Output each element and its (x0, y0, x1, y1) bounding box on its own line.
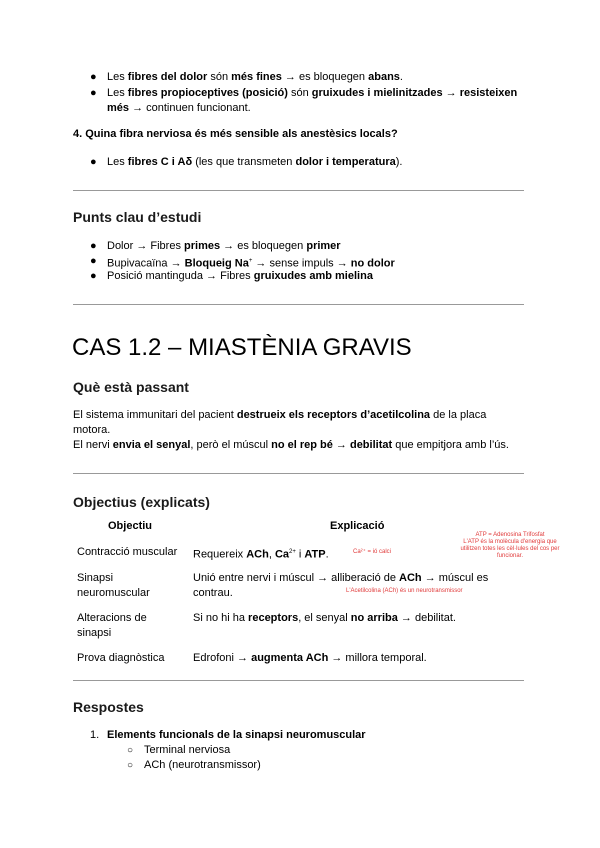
bullet-icon: ● (90, 240, 97, 252)
list-item: Elements funcionals de la sinapsi neuromuscular (107, 729, 366, 741)
list-number: 1. (90, 729, 100, 741)
table-header-explicacio: Explicació (330, 520, 385, 532)
table-header-objectiu: Objectiu (108, 520, 153, 532)
case-line-2: motora. (73, 424, 111, 436)
table-cell-explicacio: Edrofoni → augmenta ACh → millora temporal. (193, 652, 427, 664)
section-heading-que-passa: Què està passant (73, 379, 189, 395)
table-cell-explicacio: Unió entre nervi i múscul → alliberació de ACh → múscul es contrau. (193, 572, 489, 599)
sub-list-item: ACh (neurotransmissor) (144, 759, 261, 771)
table-cell-objectiu: Alteracions de sinapsi (77, 612, 147, 639)
sub-list-item: Terminal nerviosa (144, 744, 231, 756)
list-item: Dolor → Fibres primes → es bloquegen primer (107, 240, 341, 252)
case-title: CAS 1.2 – MIASTÈNIA GRAVIS (72, 334, 412, 361)
section-heading-respostes: Respostes (73, 699, 144, 715)
bullet-icon: ● (90, 87, 97, 99)
section-heading-punts-clau: Punts clau d’estudi (73, 209, 202, 225)
table-cell-objectiu: Prova diagnòstica (77, 652, 165, 664)
case-description (73, 408, 533, 453)
list-item: Les fibres del dolor són més fines → es bloquegen abans. (107, 71, 403, 83)
list-item: Les fibres propioceptives (posició) són gruixudes i mielinitzades → resisteixen més → continuen funcionant. (107, 87, 518, 114)
table-cell-objectiu: Sinapsi neuromuscular (77, 572, 150, 599)
section-heading-objectius: Objectius (explicats) (73, 494, 210, 510)
divider (73, 680, 524, 681)
list-item: Posició mantinguda → Fibres gruixudes amb mielina (107, 270, 373, 282)
circle-bullet-icon: ○ (127, 760, 134, 771)
annotation-atp: ATP = Adenosina Trifosfat L'ATP és la molècula d'energia que utilitzen totes les cèl·lules del cos per funcionar. (460, 532, 560, 559)
answer-item: Les fibres C i Aδ (les que transmeten dolor i temperatura). (107, 156, 403, 168)
question-heading: 4. Quina fibra nerviosa és més sensible als anestèsics locals? (73, 128, 398, 140)
case-line-3: El nervi envia el senyal, però el múscul no el rep bé → debilitat que empitjora amb l’ús. (73, 439, 509, 451)
circle-bullet-icon: ○ (127, 745, 134, 756)
bullet-icon: ● (90, 270, 97, 282)
case-line-1: El sistema immunitari del pacient destrueix els receptors d’acetilcolina de la placa (73, 409, 487, 421)
list-item: Bupivacaïna → Bloqueig Na+ → sense impuls → no dolor (107, 257, 395, 270)
annotation-calci: Ca²⁺ = ió calci (353, 549, 392, 555)
table-cell-explicacio: Si no hi ha receptors, el senyal no arriba → debilitat. (193, 612, 456, 624)
table-cell-objectiu: Contracció muscular (77, 546, 178, 558)
bullet-icon: ● (90, 156, 97, 168)
divider (73, 473, 524, 474)
bullet-icon: ● (90, 255, 97, 267)
table-cell-explicacio: Requereix ACh, $Ca^{2+}$ i ATP. (193, 548, 329, 561)
annotation-acetilcolina: L'Acetilcolina (ACh) és un neurotransmissor (346, 588, 463, 594)
divider (73, 190, 524, 191)
bullet-icon: ● (90, 71, 97, 83)
divider (73, 304, 524, 305)
